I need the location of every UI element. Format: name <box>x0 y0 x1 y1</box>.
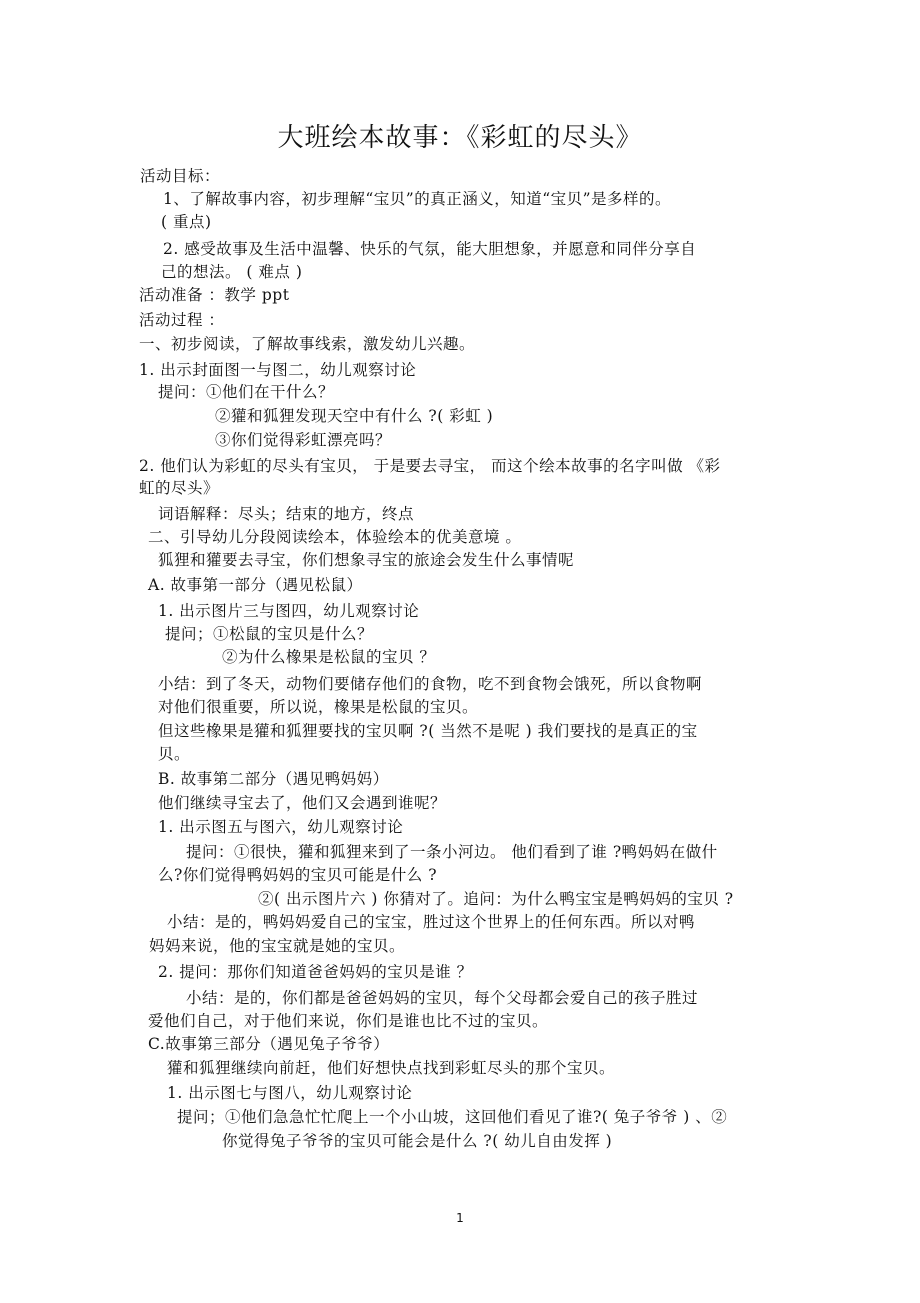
text-line: 獾和狐狸继续向前赶，他们好想快点找到彩虹尽头的那个宝贝。 <box>167 1059 616 1077</box>
text-line: 贝。 <box>158 745 191 763</box>
text-line: 2. 感受故事及生活中温馨、快乐的气氛，能大胆想象，并愿意和同伴分享自 <box>163 240 697 258</box>
text-line: 提问；①他们急急忙忙爬上一个小山坡，这回他们看见了谁?( 兔子爷爷 ) 、② <box>177 1108 728 1126</box>
text-line: 2. 他们认为彩虹的尽头有宝贝， 于是要去寻宝， 而这个绘本故事的名字叫做 《彩 <box>139 457 721 475</box>
text-line: 提问：①很快，獾和狐狸来到了一条小河边。 他们看到了谁 ?鸭妈妈在做什 <box>186 843 718 861</box>
text-line: 小结：到了冬天，动物们要储存他们的食物，吃不到食物会饿死，所以食物啊 <box>158 675 703 693</box>
text-line: 1、了解故事内容，初步理解“宝贝”的真正涵义，知道“宝贝”是多样的。 <box>163 190 672 208</box>
text-line: 1. 出示图五与图六，幼儿观察讨论 <box>158 818 404 836</box>
text-line: 但这些橡果是獾和狐狸要找的宝贝啊 ?( 当然不是呢 ) 我们要找的是真正的宝 <box>158 722 698 740</box>
text-line: 己的想法。 ( 难点 ) <box>161 263 303 281</box>
text-line: 二、引导幼儿分段阅读绘本，体验绘本的优美意境 。 <box>148 528 522 546</box>
text-line: 2. 提问：那你们知道爸爸妈妈的宝贝是谁 ？ <box>158 963 473 981</box>
text-line: 他们继续寻宝去了，他们又会遇到谁呢？ <box>158 794 447 812</box>
text-line: ③你们觉得彩虹漂亮吗？ <box>215 431 392 449</box>
text-line: 一、初步阅读，了解故事线索，激发幼儿兴趣。 <box>139 335 476 353</box>
text-line: B. 故事第二部分（遇见鸭妈妈） <box>158 770 389 788</box>
text-line: ②( 出示图片六 ) 你猜对了。追问：为什么鸭宝宝是鸭妈妈的宝贝 ? <box>258 890 734 908</box>
text-line: 提问：①他们在干什么？ <box>158 383 335 401</box>
text-line: 小结：是的，你们都是爸爸妈妈的宝贝，每个父母都会爱自己的孩子胜过 <box>186 989 699 1007</box>
text-line: ②獾和狐狸发现天空中有什么 ?( 彩虹 ) <box>215 407 494 425</box>
text-line: ( 重点) <box>161 213 212 231</box>
text-line: ②为什么橡果是松鼠的宝贝 ？ <box>222 648 436 666</box>
text-line: 么?你们觉得鸭妈妈的宝贝可能是什么 ? <box>158 866 438 884</box>
text-line: 小结：是的，鸭妈妈爱自己的宝宝，胜过这个世界上的任何东西。所以对鸭 <box>167 913 696 931</box>
text-line: 活动准备 ：教学 ppt <box>139 286 290 304</box>
text-line: 提问；①松鼠的宝贝是什么？ <box>165 625 374 643</box>
text-line: 爱他们自己，对于他们来说，你们是谁也比不过的宝贝。 <box>148 1012 549 1030</box>
text-line: 你觉得兔子爷爷的宝贝可能会是什么 ?( 幼儿自由发挥 ) <box>222 1132 613 1150</box>
text-line: 1. 出示图七与图八，幼儿观察讨论 <box>167 1084 413 1102</box>
text-line: 活动过程 ： <box>139 311 225 329</box>
text-line: A. 故事第一部分（遇见松鼠） <box>148 576 363 594</box>
text-line: 狐狸和獾要去寻宝，你们想象寻宝的旅途会发生什么事情呢 <box>158 551 575 569</box>
text-line: 词语解释：尽头；结束的地方，终点 <box>158 505 415 523</box>
document-title: 大班绘本故事：《彩虹的尽头》 <box>277 123 643 153</box>
text-line: C.故事第三部分（遇见兔子爷爷） <box>148 1035 390 1053</box>
page-number: 1 <box>456 1211 464 1225</box>
text-line: 1. 出示图片三与图四，幼儿观察讨论 <box>158 602 420 620</box>
text-line: 虹的尽头》 <box>139 479 220 497</box>
text-line: 活动目标： <box>140 167 221 185</box>
text-line: 妈妈来说，他的宝宝就是她的宝贝。 <box>149 937 406 955</box>
text-line: 1. 出示封面图一与图二，幼儿观察讨论 <box>139 361 417 379</box>
text-line: 对他们很重要，所以说，橡果是松鼠的宝贝。 <box>158 698 479 716</box>
